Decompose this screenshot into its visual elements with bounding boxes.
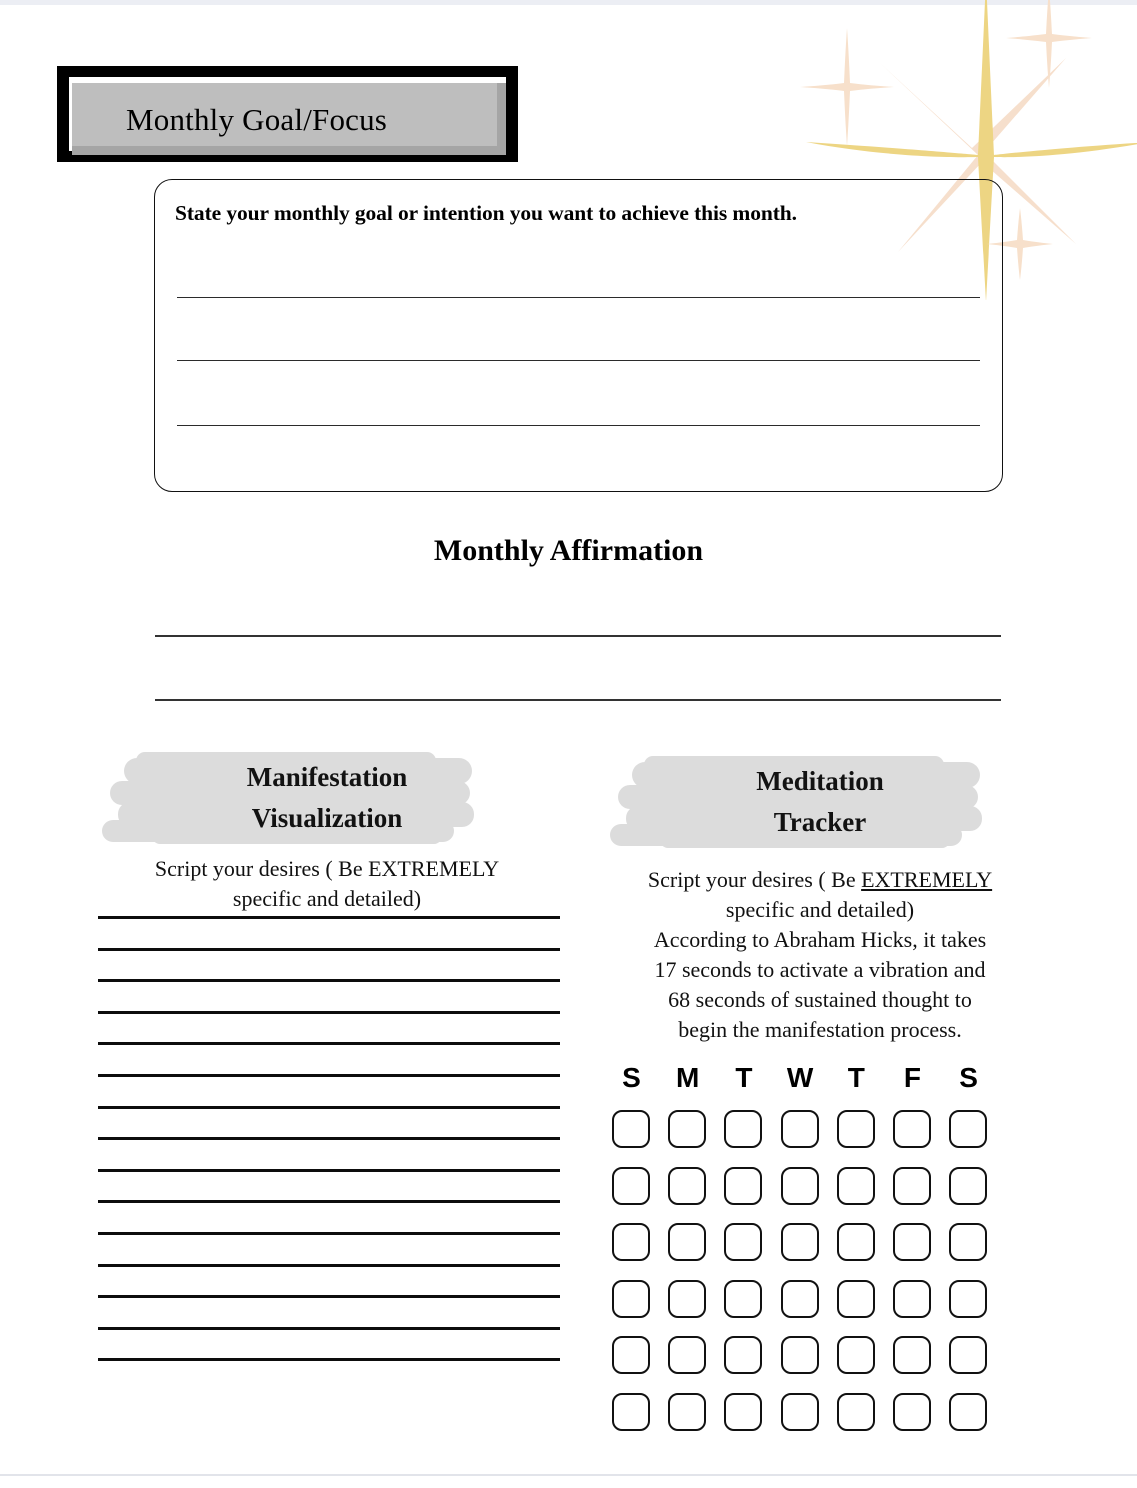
meditation-checkbox[interactable] xyxy=(724,1110,762,1148)
meditation-checkbox[interactable] xyxy=(893,1280,931,1318)
meditation-checkbox[interactable] xyxy=(837,1393,875,1431)
meditation-checkbox[interactable] xyxy=(612,1280,650,1318)
meditation-checkbox[interactable] xyxy=(781,1110,819,1148)
meditation-checkbox[interactable] xyxy=(668,1167,706,1205)
monthly-goal-title-text: Monthly Goal/Focus xyxy=(126,101,388,137)
meditation-description-line-2: specific and detailed) xyxy=(725,897,915,922)
affirmation-writing-line[interactable] xyxy=(155,635,1001,637)
meditation-title-line-2: Tracker xyxy=(773,807,867,837)
meditation-checkbox[interactable] xyxy=(668,1223,706,1261)
manifestation-writing-line[interactable] xyxy=(98,1232,560,1235)
manifestation-writing-line[interactable] xyxy=(98,1137,560,1140)
manifestation-writing-line[interactable] xyxy=(98,1295,560,1298)
meditation-checkbox[interactable] xyxy=(893,1110,931,1148)
meditation-checkbox[interactable] xyxy=(949,1167,987,1205)
meditation-checkbox[interactable] xyxy=(781,1223,819,1261)
monthly-goal-prompt: State your monthly goal or intention you want to achieve this month. xyxy=(175,201,797,225)
meditation-checkbox[interactable] xyxy=(837,1336,875,1374)
meditation-description-line-6: begin the manifestation process. xyxy=(678,1017,962,1042)
manifestation-title xyxy=(92,748,562,848)
day-header-friday: F xyxy=(903,1062,921,1093)
meditation-title-line-1: Meditation xyxy=(756,766,884,796)
meditation-tracker-section xyxy=(600,752,1040,1452)
meditation-checkbox[interactable] xyxy=(668,1110,706,1148)
meditation-checkbox[interactable] xyxy=(724,1336,762,1374)
day-of-week-header-row xyxy=(612,1062,1012,1094)
meditation-checkbox[interactable] xyxy=(668,1336,706,1374)
manifestation-writing-lines xyxy=(98,916,562,1390)
meditation-checkbox[interactable] xyxy=(781,1336,819,1374)
meditation-description-line-3: According to Abraham Hicks, it takes xyxy=(653,927,987,952)
meditation-checkbox[interactable] xyxy=(668,1280,706,1318)
meditation-checkbox[interactable] xyxy=(612,1336,650,1374)
manifestation-writing-line[interactable] xyxy=(98,1074,560,1077)
meditation-checkbox[interactable] xyxy=(949,1393,987,1431)
meditation-description-line-5: 68 seconds of sustained thought to xyxy=(668,987,972,1012)
meditation-checkbox[interactable] xyxy=(893,1167,931,1205)
meditation-checkbox[interactable] xyxy=(837,1167,875,1205)
meditation-description-emphasis: EXTREMELY xyxy=(861,867,993,892)
meditation-checkbox[interactable] xyxy=(724,1167,762,1205)
manifestation-writing-line[interactable] xyxy=(98,1011,560,1014)
meditation-checkbox[interactable] xyxy=(893,1223,931,1261)
monthly-affirmation-title: Monthly Affirmation xyxy=(433,534,704,567)
day-header-monday: M xyxy=(676,1062,700,1093)
meditation-checkbox[interactable] xyxy=(837,1110,875,1148)
day-header-saturday: S xyxy=(959,1062,978,1093)
manifestation-writing-line[interactable] xyxy=(98,916,560,919)
manifestation-writing-line[interactable] xyxy=(98,1327,560,1330)
meditation-checkbox[interactable] xyxy=(949,1110,987,1148)
meditation-checkbox-grid xyxy=(612,1110,1012,1449)
page-bottom-edge xyxy=(0,1474,1137,1476)
meditation-title xyxy=(600,752,1040,852)
meditation-checkbox[interactable] xyxy=(837,1280,875,1318)
manifestation-writing-line[interactable] xyxy=(98,1169,560,1172)
meditation-checkbox[interactable] xyxy=(612,1167,650,1205)
meditation-description-line-4: 17 seconds to activate a vibration and xyxy=(654,957,986,982)
manifestation-title-line-1: Manifestation xyxy=(246,762,408,792)
manifestation-writing-line[interactable] xyxy=(98,1358,560,1361)
day-header-wednesday: W xyxy=(786,1062,814,1093)
meditation-checkbox[interactable] xyxy=(781,1280,819,1318)
meditation-checkbox[interactable] xyxy=(837,1223,875,1261)
meditation-checkbox[interactable] xyxy=(949,1280,987,1318)
meditation-checkbox[interactable] xyxy=(949,1223,987,1261)
meditation-checkbox[interactable] xyxy=(893,1336,931,1374)
manifestation-writing-line[interactable] xyxy=(98,1042,560,1045)
meditation-description xyxy=(600,865,1040,1045)
day-header-tuesday: T xyxy=(735,1062,753,1093)
meditation-checkbox[interactable] xyxy=(668,1393,706,1431)
manifestation-writing-line[interactable] xyxy=(98,979,560,982)
meditation-checkbox[interactable] xyxy=(612,1110,650,1148)
meditation-checkbox[interactable] xyxy=(724,1393,762,1431)
manifestation-description xyxy=(92,854,562,914)
meditation-checkbox[interactable] xyxy=(781,1167,819,1205)
meditation-description-line-1 xyxy=(600,865,1040,895)
meditation-checkbox[interactable] xyxy=(781,1393,819,1431)
manifestation-writing-line[interactable] xyxy=(98,1200,560,1203)
goal-writing-line[interactable] xyxy=(177,297,980,298)
day-header-thursday: T xyxy=(847,1062,865,1093)
goal-writing-line[interactable] xyxy=(177,360,980,361)
monthly-goal-entry-box[interactable] xyxy=(154,179,1003,492)
manifestation-title-line-2: Visualization xyxy=(251,803,403,833)
meditation-checkbox[interactable] xyxy=(724,1223,762,1261)
meditation-checkbox[interactable] xyxy=(612,1393,650,1431)
manifestation-writing-line[interactable] xyxy=(98,948,560,951)
meditation-checkbox[interactable] xyxy=(949,1336,987,1374)
manifestation-description-line-1: Script your desires ( Be EXTREMELY xyxy=(154,856,500,881)
meditation-checkbox[interactable] xyxy=(724,1280,762,1318)
meditation-description-prefix: Script your desires ( Be EXTREMELY xyxy=(647,867,993,892)
meditation-header xyxy=(600,752,1040,852)
affirmation-writing-line[interactable] xyxy=(155,699,1001,701)
day-header-sunday: S xyxy=(622,1062,641,1093)
manifestation-description-line-2: specific and detailed) xyxy=(232,886,422,911)
meditation-checkbox[interactable] xyxy=(612,1223,650,1261)
meditation-checkbox[interactable] xyxy=(893,1393,931,1431)
monthly-goal-title-plaque xyxy=(72,83,506,155)
manifestation-header xyxy=(92,748,562,848)
goal-writing-line[interactable] xyxy=(177,425,980,426)
manifestation-writing-line[interactable] xyxy=(98,1264,560,1267)
manifestation-visualization-section xyxy=(92,748,562,1448)
page-top-edge xyxy=(0,0,1137,5)
manifestation-writing-line[interactable] xyxy=(98,1106,560,1109)
